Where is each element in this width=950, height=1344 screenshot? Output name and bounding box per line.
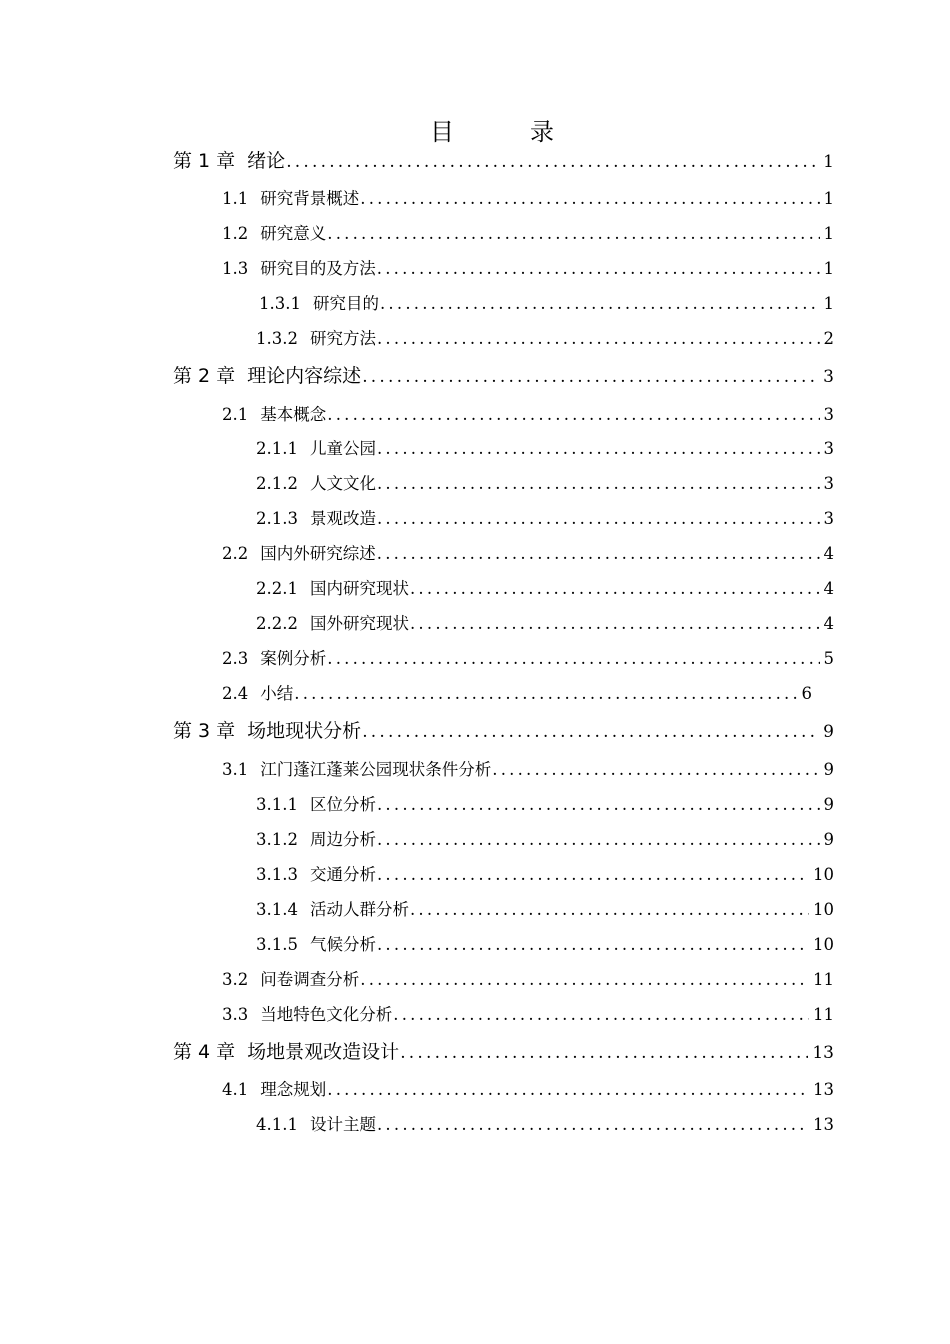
entry-label: 研究意义 [260, 224, 327, 243]
dot-leader [377, 935, 809, 954]
dot-leader [377, 830, 820, 849]
dot-leader [400, 1043, 808, 1063]
entry-label: 景观改造 [309, 509, 376, 528]
entry-page: 4 [823, 544, 834, 563]
entry-number: 4.1.1 [256, 1115, 298, 1134]
entry-number: 第 4 章 [173, 1041, 236, 1063]
entry-number: 第 1 章 [173, 150, 236, 172]
entry-label: 研究背景概述 [260, 189, 360, 208]
toc-entry[interactable] [173, 361, 834, 388]
entry-number: 2.1.3 [256, 509, 298, 528]
dot-leader [410, 900, 809, 919]
entry-number: 2.3 [222, 649, 249, 668]
dot-leader [492, 760, 819, 779]
toc-entry[interactable] [256, 931, 834, 955]
entry-label: 场地现状分析 [247, 720, 362, 742]
entry-page: 3 [823, 405, 834, 424]
toc-entry[interactable] [222, 680, 812, 704]
dot-leader [362, 722, 819, 742]
entry-number: 2.1.2 [256, 474, 298, 493]
dot-leader [377, 329, 820, 348]
dot-leader [377, 1115, 809, 1134]
entry-label: 研究目的及方法 [260, 259, 376, 278]
entry-number: 2.1 [222, 405, 249, 424]
entry-page: 13 [812, 1043, 834, 1063]
dot-leader [377, 439, 820, 458]
toc-entry[interactable] [259, 290, 834, 314]
dot-leader [377, 865, 809, 884]
dot-leader [327, 649, 819, 668]
entry-number: 第 2 章 [173, 365, 236, 387]
entry-page: 3 [823, 509, 834, 528]
entry-label: 儿童公园 [309, 439, 376, 458]
entry-page: 1 [823, 294, 834, 313]
entry-page: 11 [813, 970, 834, 989]
entry-label: 周边分析 [309, 830, 376, 849]
entry-page: 3 [823, 367, 834, 387]
entry-label: 研究方法 [309, 329, 376, 348]
entry-page: 9 [823, 830, 834, 849]
toc-entry[interactable] [256, 791, 834, 815]
entry-page: 13 [813, 1080, 834, 1099]
dot-leader [286, 152, 819, 172]
entry-page: 13 [813, 1115, 834, 1134]
entry-number: 3.1.4 [256, 900, 298, 919]
entry-page: 9 [823, 722, 834, 742]
toc-entry[interactable] [222, 1001, 834, 1025]
entry-label: 活动人群分析 [309, 900, 409, 919]
entry-number: 3.2 [222, 970, 249, 989]
entry-label: 国内外研究综述 [260, 544, 376, 563]
entry-label: 理念规划 [260, 1080, 327, 1099]
toc-entry[interactable] [256, 826, 834, 850]
entry-number: 2.4 [222, 684, 249, 703]
entry-page: 3 [823, 474, 834, 493]
dot-leader [327, 1080, 809, 1099]
toc-entry[interactable] [256, 610, 834, 634]
dot-leader [327, 224, 819, 243]
dot-leader [380, 294, 820, 313]
dot-leader [377, 259, 820, 278]
toc-entry[interactable] [256, 470, 834, 494]
entry-label: 案例分析 [260, 649, 327, 668]
entry-label: 基本概念 [260, 405, 327, 424]
entry-page: 10 [813, 900, 834, 919]
toc-entry[interactable] [173, 716, 834, 743]
entry-page: 9 [823, 795, 834, 814]
entry-page: 5 [823, 649, 834, 668]
toc-entry[interactable] [256, 505, 834, 529]
entry-page: 4 [823, 614, 834, 633]
entry-page: 4 [823, 579, 834, 598]
entry-number: 2.2.1 [256, 579, 298, 598]
toc-title: 目 录 [430, 118, 580, 146]
entry-page: 1 [823, 259, 834, 278]
toc-entry[interactable] [256, 325, 834, 349]
entry-number: 3.1.1 [256, 795, 298, 814]
entry-number: 3.1.2 [256, 830, 298, 849]
entry-page: 11 [813, 1005, 834, 1024]
entry-number: 1.3 [222, 259, 249, 278]
entry-label: 人文文化 [309, 474, 376, 493]
entry-number: 1.1 [222, 189, 249, 208]
toc-entry[interactable] [222, 1076, 834, 1100]
entry-label: 设计主题 [309, 1115, 376, 1134]
dot-leader [377, 474, 820, 493]
dot-leader [377, 544, 820, 563]
entry-label: 小结 [260, 684, 294, 703]
entry-page: 2 [823, 329, 834, 348]
entry-page: 10 [813, 865, 834, 884]
toc-entry[interactable] [222, 255, 834, 279]
dot-leader [362, 367, 819, 387]
entry-page: 1 [823, 224, 834, 243]
dot-leader [410, 579, 820, 598]
toc-entry[interactable] [222, 401, 834, 425]
entry-label: 国外研究现状 [309, 614, 409, 633]
entry-number: 3.1 [222, 760, 249, 779]
entry-number: 3.1.5 [256, 935, 298, 954]
entry-page: 1 [823, 189, 834, 208]
toc-entry[interactable] [256, 896, 834, 920]
entry-label: 绪论 [247, 150, 286, 172]
toc-entry[interactable] [222, 645, 834, 669]
entry-label: 当地特色文化分析 [260, 1005, 393, 1024]
dot-leader [327, 405, 819, 424]
entry-label: 气候分析 [309, 935, 376, 954]
entry-number: 2.2.2 [256, 614, 298, 633]
entry-number: 2.1.1 [256, 439, 298, 458]
entry-number: 3.1.3 [256, 865, 298, 884]
dot-leader [393, 1005, 809, 1024]
toc-entry[interactable] [256, 861, 834, 885]
toc-entry[interactable] [222, 540, 834, 564]
toc-entry[interactable] [173, 146, 834, 173]
dot-leader [360, 970, 809, 989]
toc-entry[interactable] [222, 185, 834, 209]
entry-label: 场地景观改造设计 [247, 1041, 400, 1063]
dot-leader [377, 509, 820, 528]
entry-number: 第 3 章 [173, 720, 236, 742]
toc-entry[interactable] [256, 1111, 834, 1135]
dot-leader [377, 795, 820, 814]
dot-leader [410, 614, 820, 633]
entry-label: 交通分析 [309, 865, 376, 884]
entry-label: 江门蓬江蓬莱公园现状条件分析 [260, 760, 492, 779]
entry-label: 问卷调查分析 [260, 970, 360, 989]
entry-number: 1.2 [222, 224, 249, 243]
dot-leader [294, 684, 797, 703]
toc-entry[interactable] [256, 435, 834, 459]
entry-page: 3 [823, 439, 834, 458]
toc-entry[interactable] [222, 220, 834, 244]
toc-entry[interactable] [256, 575, 834, 599]
entry-number: 2.2 [222, 544, 249, 563]
entry-page: 9 [823, 760, 834, 779]
entry-page: 1 [823, 152, 834, 172]
toc-entry[interactable] [222, 966, 834, 990]
entry-label: 理论内容综述 [247, 365, 362, 387]
entry-label: 研究目的 [312, 294, 379, 313]
entry-label: 国内研究现状 [309, 579, 409, 598]
entry-number: 3.3 [222, 1005, 249, 1024]
entry-number: 1.3.1 [259, 294, 301, 313]
entry-number: 4.1 [222, 1080, 249, 1099]
dot-leader [360, 189, 819, 208]
entry-page: 10 [813, 935, 834, 954]
entry-page: 6 [801, 684, 812, 703]
toc-entry[interactable] [222, 756, 834, 780]
entry-number: 1.3.2 [256, 329, 298, 348]
toc-entry[interactable] [173, 1037, 834, 1064]
entry-label: 区位分析 [309, 795, 376, 814]
